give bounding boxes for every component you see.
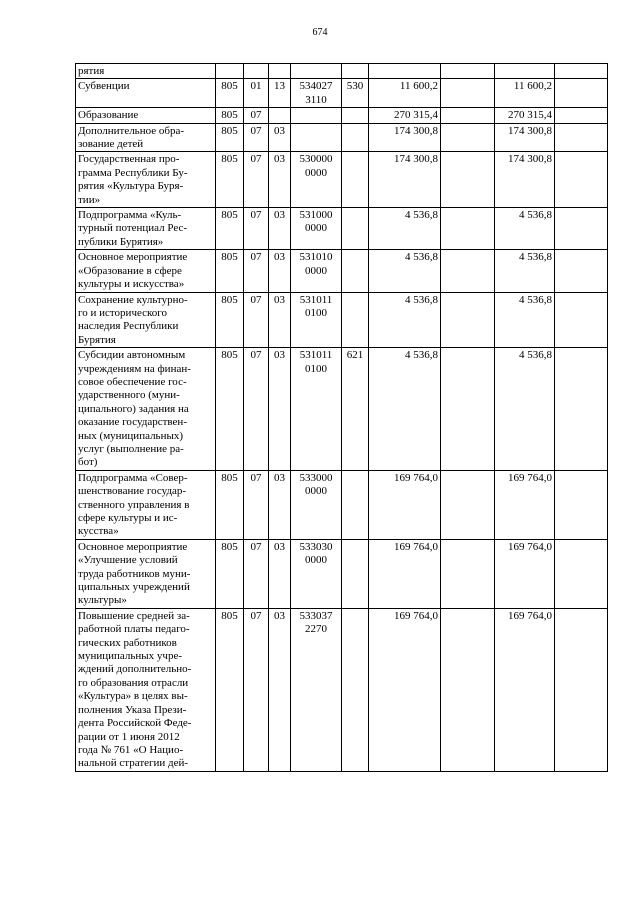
cell-target-article: 533037 2270: [291, 608, 342, 771]
cell-name: Субвенции: [76, 79, 216, 108]
cell-amount-federal: [441, 250, 495, 292]
cell-ministry: 805: [216, 539, 244, 608]
table-row: [76, 208, 608, 250]
cell-extra: [555, 608, 608, 771]
cell-ministry: 805: [216, 608, 244, 771]
cell-amount: 174 300,8: [369, 123, 441, 152]
cell-expense-type: [342, 152, 369, 208]
cell-amount-federal: [441, 470, 495, 539]
cell-ministry: 805: [216, 208, 244, 250]
cell-subsection: 03: [269, 608, 291, 771]
cell-section: 07: [244, 292, 269, 348]
table-row: [76, 608, 608, 771]
cell-target-article: 531010 0000: [291, 250, 342, 292]
cell-extra: [555, 208, 608, 250]
table-row: [76, 152, 608, 208]
cell-target-article: 533030 0000: [291, 539, 342, 608]
cell-extra: [555, 470, 608, 539]
cell-amount-total: 4 536,8: [495, 208, 555, 250]
page-number: 674: [312, 27, 328, 38]
cell-section: 07: [244, 348, 269, 471]
cell-target-article: 533000 0000: [291, 470, 342, 539]
cell-amount: 4 536,8: [369, 250, 441, 292]
cell-amount: 174 300,8: [369, 152, 441, 208]
cell-amount: 4 536,8: [369, 292, 441, 348]
cell-extra: [555, 123, 608, 152]
cell-ministry: 805: [216, 152, 244, 208]
cell-section: 07: [244, 123, 269, 152]
cell-amount: 4 536,8: [369, 348, 441, 471]
cell-amount-federal: [441, 108, 495, 123]
cell-section: [244, 64, 269, 79]
cell-target-article: 531011 0100: [291, 292, 342, 348]
cell-amount-total: 4 536,8: [495, 292, 555, 348]
cell-extra: [555, 79, 608, 108]
cell-expense-type: [342, 250, 369, 292]
cell-expense-type: [342, 608, 369, 771]
cell-expense-type: 621: [342, 348, 369, 471]
cell-amount: 169 764,0: [369, 470, 441, 539]
cell-amount-federal: [441, 64, 495, 79]
cell-target-article: [291, 108, 342, 123]
cell-section: 07: [244, 108, 269, 123]
cell-amount-total: 11 600,2: [495, 79, 555, 108]
cell-subsection: [269, 108, 291, 123]
budget-table: [75, 63, 608, 772]
table-row: [76, 108, 608, 123]
cell-section: 07: [244, 208, 269, 250]
cell-section: 07: [244, 608, 269, 771]
cell-extra: [555, 292, 608, 348]
cell-name: Государственная про- грамма Республики Бу- рятия «Культура Буря- тии»: [76, 152, 216, 208]
cell-name: Образование: [76, 108, 216, 123]
cell-target-article: 531000 0000: [291, 208, 342, 250]
cell-section: 07: [244, 250, 269, 292]
cell-amount-total: 4 536,8: [495, 250, 555, 292]
cell-amount-total: 270 315,4: [495, 108, 555, 123]
cell-amount-federal: [441, 539, 495, 608]
cell-amount-federal: [441, 292, 495, 348]
table-row: [76, 292, 608, 348]
cell-expense-type: [342, 292, 369, 348]
table-row: [76, 470, 608, 539]
cell-expense-type: [342, 123, 369, 152]
cell-amount: 11 600,2: [369, 79, 441, 108]
cell-section: 01: [244, 79, 269, 108]
table-row: [76, 348, 608, 471]
cell-subsection: 03: [269, 208, 291, 250]
cell-subsection: 03: [269, 123, 291, 152]
cell-subsection: 03: [269, 470, 291, 539]
cell-name: Сохранение культурно- го и исторического наследия Республики Бурятия: [76, 292, 216, 348]
cell-extra: [555, 539, 608, 608]
cell-extra: [555, 348, 608, 471]
cell-extra: [555, 152, 608, 208]
cell-amount-total: 169 764,0: [495, 539, 555, 608]
cell-amount-total: 4 536,8: [495, 348, 555, 471]
cell-subsection: 03: [269, 292, 291, 348]
cell-name: Подпрограмма «Совер- шенствование государ- ственного управления в сфере культуры и ис- кусства»: [76, 470, 216, 539]
table-row: [76, 123, 608, 152]
cell-amount-total: 169 764,0: [495, 470, 555, 539]
cell-amount: 169 764,0: [369, 608, 441, 771]
cell-ministry: 805: [216, 250, 244, 292]
cell-expense-type: [342, 108, 369, 123]
cell-amount-federal: [441, 348, 495, 471]
cell-target-article: [291, 123, 342, 152]
cell-expense-type: [342, 470, 369, 539]
cell-expense-type: [342, 64, 369, 79]
cell-extra: [555, 108, 608, 123]
cell-amount-federal: [441, 79, 495, 108]
cell-amount: 169 764,0: [369, 539, 441, 608]
cell-amount-total: [495, 64, 555, 79]
cell-section: 07: [244, 539, 269, 608]
cell-target-article: [291, 64, 342, 79]
table-row: [76, 79, 608, 108]
cell-section: 07: [244, 152, 269, 208]
cell-name: Основное мероприятие «Улучшение условий труда работников муни- ципальных учреждений культуры»: [76, 539, 216, 608]
cell-name: Повышение средней за- работной платы педаго- гических работников муниципальных учре- ждений дополнительно- го образования отрасли «Культура» в целях вы- полнения Указа Прези- дента Российской Феде- рации от 1 июня 2012 года № 761 «О Нацио- нальной стратегии дей-: [76, 608, 216, 771]
cell-ministry: 805: [216, 470, 244, 539]
table-row: [76, 539, 608, 608]
cell-amount: 4 536,8: [369, 208, 441, 250]
cell-ministry: 805: [216, 292, 244, 348]
cell-target-article: 530000 0000: [291, 152, 342, 208]
cell-ministry: 805: [216, 108, 244, 123]
budget-table-body: [76, 64, 608, 772]
table-row: [76, 250, 608, 292]
cell-amount-federal: [441, 608, 495, 771]
cell-target-article: 531011 0100: [291, 348, 342, 471]
cell-subsection: 03: [269, 348, 291, 471]
cell-expense-type: 530: [342, 79, 369, 108]
cell-amount-total: 174 300,8: [495, 123, 555, 152]
cell-name: рятия: [76, 64, 216, 79]
cell-amount-federal: [441, 123, 495, 152]
cell-extra: [555, 250, 608, 292]
cell-extra: [555, 64, 608, 79]
cell-subsection: 03: [269, 539, 291, 608]
cell-amount: [369, 64, 441, 79]
cell-amount-federal: [441, 152, 495, 208]
cell-ministry: 805: [216, 348, 244, 471]
cell-subsection: 03: [269, 250, 291, 292]
cell-amount-total: 174 300,8: [495, 152, 555, 208]
cell-name: Субсидии автономным учреждениям на финан- совое обеспечение гос- ударственного (муни- ципального) задания на оказание государствен- ных (муниципальных) услуг (выполнение ра- бот): [76, 348, 216, 471]
cell-name: Подпрограмма «Куль- турный потенциал Рес- публики Бурятия»: [76, 208, 216, 250]
cell-ministry: [216, 64, 244, 79]
cell-name: Основное мероприятие «Образование в сфере культуры и искусства»: [76, 250, 216, 292]
cell-ministry: 805: [216, 79, 244, 108]
cell-section: 07: [244, 470, 269, 539]
cell-subsection: 03: [269, 152, 291, 208]
cell-subsection: [269, 64, 291, 79]
cell-name: Дополнительное обра- зование детей: [76, 123, 216, 152]
cell-amount-total: 169 764,0: [495, 608, 555, 771]
cell-expense-type: [342, 539, 369, 608]
cell-amount: 270 315,4: [369, 108, 441, 123]
cell-target-article: 534027 3110: [291, 79, 342, 108]
cell-ministry: 805: [216, 123, 244, 152]
cell-expense-type: [342, 208, 369, 250]
cell-subsection: 13: [269, 79, 291, 108]
cell-amount-federal: [441, 208, 495, 250]
table-row: [76, 64, 608, 79]
